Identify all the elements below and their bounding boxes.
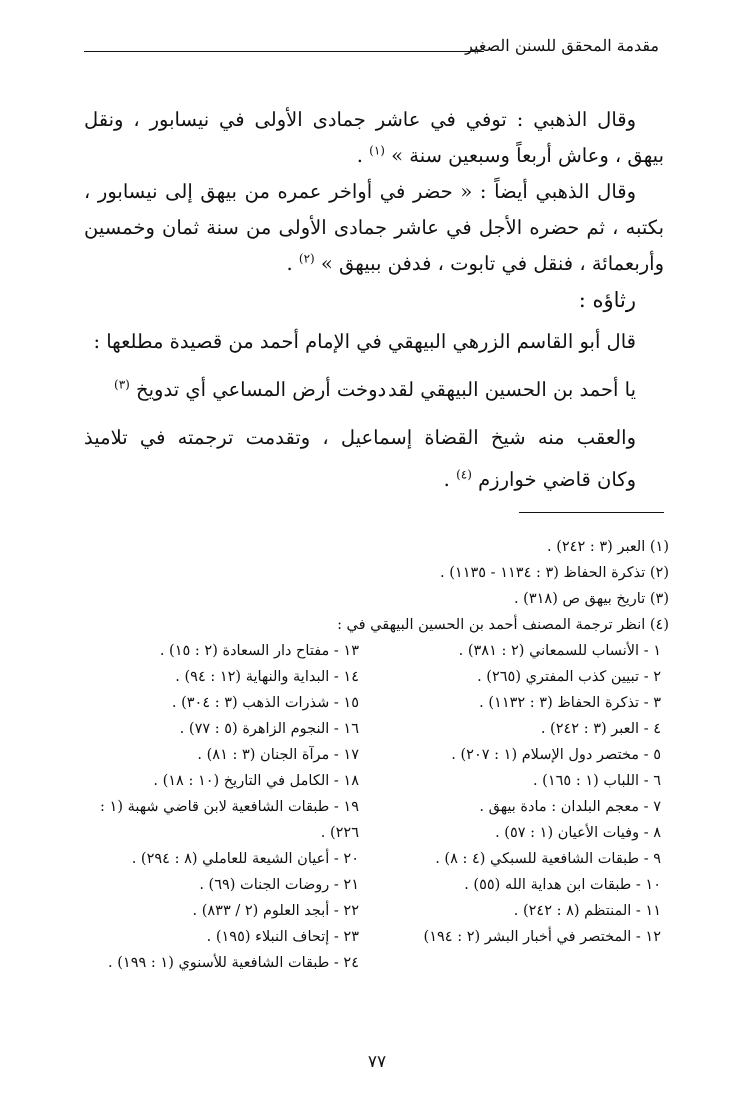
reference-item: ١٦ - النجوم الزاهرة (٥ : ٧٧) . [179, 721, 359, 737]
reference-item: ٩ - طبقات الشافعية للسبكي (٤ : ٨) . [435, 851, 661, 867]
footnote-ref-4: (٤) [456, 467, 472, 482]
footnote-ref-1: (١) [369, 143, 385, 158]
text-end: . [286, 252, 299, 275]
header-title: مقدمة المحقق للسنن الصغير [465, 36, 659, 55]
text-end: . [356, 144, 370, 167]
paragraph-line-6: قال أبو القاسم الزرهي البيهقي في الإمام أحمد من قصيدة مطلعها : [93, 330, 636, 353]
paragraph-line-8 [84, 462, 664, 498]
reference-item: ٤ - العبر (٣ : ٢٤٢) . [540, 721, 661, 737]
reference-item: ١٤ - البداية والنهاية (١٢ : ٩٤) . [175, 669, 359, 685]
page-number: ٧٧ [367, 1052, 387, 1072]
footnote-3: (٣) تاريخ بيهق ص (٣١٨) . [513, 591, 669, 607]
reference-item: ٣ - تذكرة الحفاظ (٣ : ١١٣٢) . [479, 695, 661, 711]
footnote-ref-2: (٢) [298, 251, 315, 266]
reference-item: ٢٣ - إتحاف النبلاء (١٩٥) . [206, 929, 359, 945]
reference-item: ٨ - وفيات الأعيان (١ : ٥٧) . [495, 825, 661, 841]
footnote-separator [519, 512, 664, 513]
reference-column-left [69, 638, 359, 976]
reference-item: ١٣ - مفتاح دار السعادة (٢ : ١٥) . [159, 643, 359, 659]
poetry-verse [84, 366, 664, 414]
paragraph-line-2 [84, 138, 664, 174]
reference-item: ٢٢ - أبجد العلوم (٢ / ٨٣٣) . [192, 903, 359, 919]
footnote-ref-3: (٣) [114, 377, 130, 392]
section-heading: رثاؤه : [578, 288, 636, 312]
reference-item: ٥ - مختصر دول الإسلام (١ : ٢٠٧) . [451, 747, 661, 763]
reference-item: ١٢ - المختصر في أخبار البشر (٢ : ١٩٤) [423, 929, 661, 945]
paragraph-line-4: بكتبه ، ثم حضره الأجل في عاشر جمادى الأولى من سنة ثمان وخمسين [84, 216, 664, 239]
reference-column-right [369, 638, 669, 950]
header-rule [84, 51, 484, 52]
main-text [84, 102, 664, 498]
reference-item: ١ - الأنساب للسمعاني (٢ : ٣٨١) . [458, 643, 661, 659]
reference-item: ١٥ - شذرات الذهب (٣ : ٣٠٤) . [171, 695, 359, 711]
text-end: . [443, 468, 457, 491]
verse-first-hemistich: يا أحمد بن الحسين البيهقي لقد [388, 378, 636, 401]
paragraph-line-5 [84, 246, 664, 282]
reference-item: ١٩ - طبقات الشافعية لابن قاضي شهبة (١ : [100, 799, 359, 815]
footnote-1: (١) العبر (٣ : ٢٤٢) . [547, 539, 669, 555]
footnote-2: (٢) تذكرة الحفاظ (٣ : ١١٣٤ - ١١٣٥) . [440, 565, 669, 581]
text: وأربعمائة ، فنقل في تابوت ، فدفن ببيهق » [314, 252, 664, 275]
reference-item: ٢ - تبيين كذب المفتري (٢٦٥) . [477, 669, 661, 685]
paragraph-line-7: والعقب منه شيخ القضاة إسماعيل ، وتقدمت ترجمته في تلاميذ [84, 426, 636, 449]
reference-item: ٢٤ - طبقات الشافعية للأسنوي (١ : ١٩٩) . [108, 955, 359, 971]
reference-columns [79, 638, 669, 972]
paragraph-line-3: وقال الذهبي أيضاً : « حضر في أواخر عمره من بيهق إلى نيسابور ، [84, 180, 636, 203]
paragraph-line-1: وقال الذهبي : توفي في عاشر جمادى الأولى في نيسابور ، ونقل [84, 108, 636, 131]
footnotes [79, 534, 669, 972]
reference-item: ١٨ - الكامل في التاريخ (١٠ : ١٨) . [153, 773, 359, 789]
reference-item: ١٧ - مرآة الجنان (٣ : ٨١) . [197, 747, 359, 763]
text: دوخت أرض المساعي أي تدويخ [129, 378, 387, 401]
reference-item: ٧ - معجم البلدان : مادة بيهق . [479, 799, 661, 815]
reference-item-continued: ٢٢٦) . [320, 825, 359, 841]
reference-item: ٢٠ - أعيان الشيعة للعاملي (٨ : ٢٩٤) . [131, 851, 359, 867]
reference-item: ٦ - اللباب (١ : ١٦٥) . [532, 773, 661, 789]
reference-item: ١٠ - طبقات ابن هداية الله (٥٥) . [464, 877, 661, 893]
verse-second-hemistich [114, 366, 386, 414]
reference-item: ٢١ - روضات الجنات (٦٩) . [199, 877, 359, 893]
footnote-4: (٤) انظر ترجمة المصنف أحمد بن الحسين البيهقي في : [337, 617, 669, 633]
text: بيهق ، وعاش أربعاً وسبعين سنة » [384, 144, 664, 167]
running-header [84, 36, 659, 58]
reference-item: ١١ - المنتظم (٨ : ٢٤٢) . [513, 903, 661, 919]
text: وكان قاضي خوارزم [471, 468, 636, 491]
